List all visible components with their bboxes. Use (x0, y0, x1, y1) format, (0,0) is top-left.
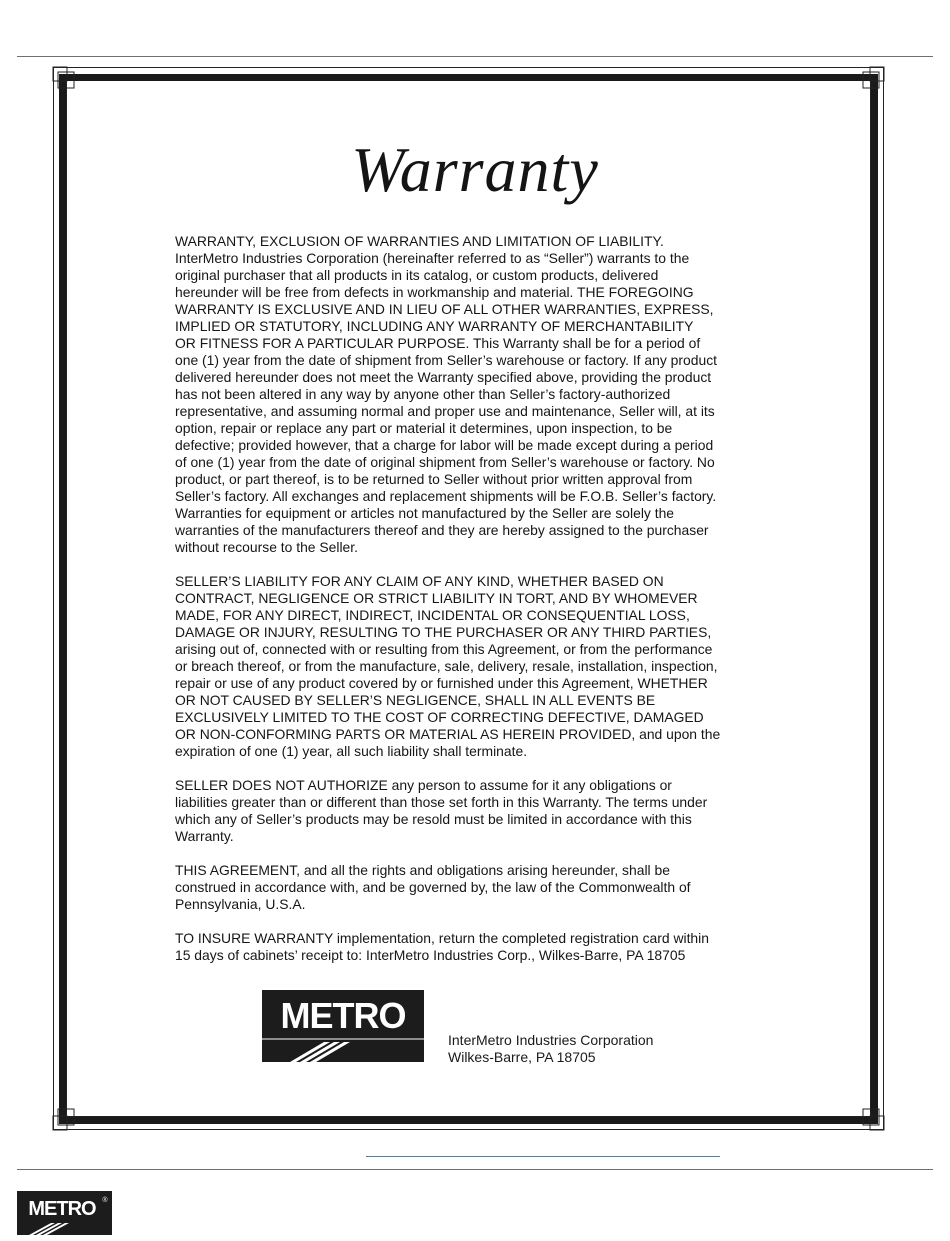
company-name: InterMetro Industries Corporation (448, 1032, 654, 1048)
frame-corner-ornament-bottom-left (50, 1103, 80, 1133)
warranty-body (175, 233, 765, 981)
frame-corner-ornament-bottom-right (857, 1103, 887, 1133)
metro-logo-text: METRO (280, 995, 406, 1036)
warranty-paragraph-exclusion: WARRANTY, EXCLUSION OF WARRANTIES AND LIMITATION OF LIABILITY. InterMetro Industries Corporation (hereinafter referred to as “Seller”) warrants to the original purchaser that all products in its catalog, or custom products, delivered hereunder will be free from defects in workmanship and material. THE FOREGOING WARRANTY IS EXCLUSIVE AND IN LIEU OF ALL OTHER WARRANTIES, EXPRESS, IMPLIED OR STATUTORY, INCLUDING ANY WARRANTY OF MERCHANTABILITY OR FITNESS FOR A PARTICULAR PURPOSE. This Warranty shall be for a period of one (1) year from the date of shipment from Seller’s warehouse or factory. If any product delivered hereunder does not meet the Warranty specified above, providing the product has not been altered in any way by anyone other than Seller’s factory-authorized representative, and assuming normal and proper use and maintenance, Seller will, at its option, repair or replace any part or material it determines, upon inspection, to be defective; provided however, that a charge for labor will be made except during a period of one (1) year from the date of original shipment from Seller’s warehouse or factory. No product, or part thereof, is to be returned to Seller without prior written approval from Seller’s factory. All exchanges and replacement shipments will be F.O.B. Seller’s factory. Warranties for equipment or articles not manufactured by the Seller are solely the warranties of the manufacturers thereof and they are hereby assigned to the purchaser without recourse to the Seller. (175, 233, 717, 555)
registered-mark: ® (102, 1197, 108, 1204)
footer-metro-logo (17, 1191, 112, 1235)
warranty-paragraph-registration: TO INSURE WARRANTY implementation, return the completed registration card within 15 days of cabinets’ receipt to: InterMetro Industries Corp., Wilkes-Barre, PA 18705 (175, 930, 709, 963)
warranty-paragraph-liability: SELLER’S LIABILITY FOR ANY CLAIM OF ANY KIND, WHETHER BASED ON CONTRACT, NEGLIGENCE OR STRICT LIABILITY IN TORT, AND BY WHOMEVER MADE, FOR ANY DIRECT, INDIRECT, INCIDENTAL OR CONSEQUENTIAL LOSS, DAMAGE OR INJURY, RESULTING TO THE PURCHASER OR ANY THIRD PARTIES, arising out of, connected with or resulting from this Agreement, or from the performance or breach thereof, or from the manufacture, sale, delivery, resale, installation, inspection, repair or use of any product covered by or furnished under this Agreement, WHETHER OR NOT CAUSED BY SELLER’S NEGLIGENCE, SHALL IN ALL EVENTS BE EXCLUSIVELY LIMITED TO THE COST OF CORRECTING DEFECTIVE, DAMAGED OR NON-CONFORMING PARTS OR MATERIAL AS HEREIN PROVIDED, and upon the expiration of one (1) year, all such liability shall terminate. (175, 573, 721, 759)
metro-logo (262, 990, 424, 1062)
warranty-paragraph-governing-law: THIS AGREEMENT, and all the rights and obligations arising hereunder, shall be construed in accordance with, and be governed by, the law of the Commonwealth of Pennsylvania, U.S.A. (175, 862, 691, 912)
company-address (448, 1032, 653, 1066)
frame-corner-ornament-top-right (857, 64, 887, 94)
link-underline (366, 1156, 720, 1157)
warranty-paragraph-authorization: SELLER DOES NOT AUTHORIZE any person to assume for it any obligations or liabilities greater than or different than those set forth in this Warranty. The terms under which any of Seller’s products may be resold must be limited in accordance with this Warranty. (175, 777, 708, 844)
company-city: Wilkes-Barre, PA 18705 (448, 1049, 596, 1065)
footer-logo-text: METRO (28, 1198, 96, 1220)
top-rule (17, 56, 933, 57)
bottom-rule (17, 1169, 933, 1170)
frame-corner-ornament-top-left (50, 64, 80, 94)
page-title: Warranty (351, 134, 599, 205)
